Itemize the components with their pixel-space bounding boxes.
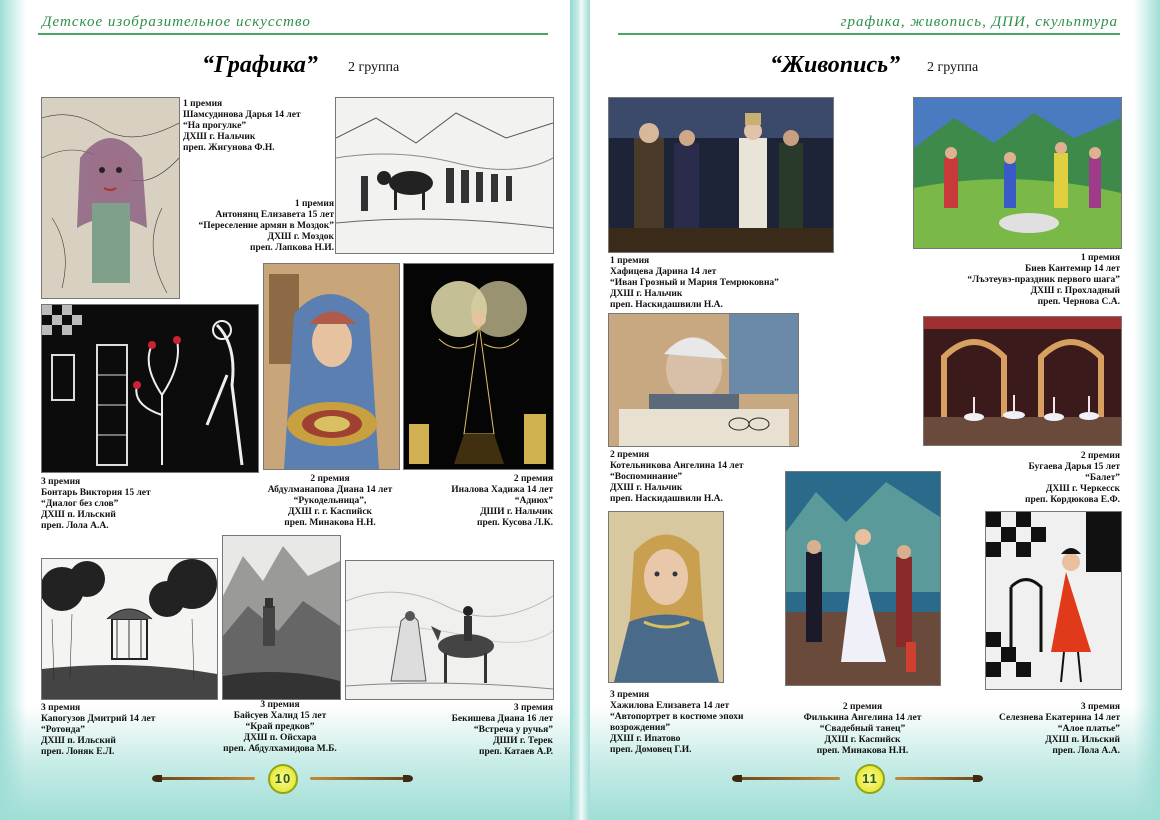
page-number-right: 11 — [855, 764, 885, 794]
artwork-avtoportret — [608, 511, 724, 683]
caption-left-1: 1 премия Шамсудинова Дарья 14 лет “На прогулке” ДХШ г. Нальчик преп. Жигунова Ф.Н. — [183, 99, 301, 153]
group-label-left: 2 группа — [348, 60, 400, 75]
caption-right-5: 3 премия Хажилова Елизавета 14 лет “Автопортрет в костюме эпохи возрождения” ДХШ г. Ипатово преп. Домовец Г.И. — [610, 690, 744, 755]
artwork-svadebny-tanets — [785, 471, 941, 686]
artwork-rukodelnitsa — [263, 263, 400, 470]
brush-ornament-left-1 — [160, 777, 255, 780]
artwork-pereselenie — [335, 97, 554, 254]
group-label-right: 2 группа — [927, 60, 979, 75]
artwork-aloe-plate — [985, 511, 1122, 690]
caption-right-6: 2 премия Филькина Ангелина 14 лет “Свадебный танец” ДХШ г. Каспийск преп. Минакова Н.Н. — [803, 702, 922, 756]
caption-left-5: 2 премия Иналова Хадижа 14 лет “Адиюх” ДШИ г. Нальчик преп. Кусова Л.К. — [451, 474, 553, 528]
caption-left-7: 3 премия Байсуев Халид 15 лет “Край предков” ДХШ п. Ойсхара преп. Абдулхамидова М.Б. — [223, 700, 337, 754]
artwork-letuvae — [913, 97, 1122, 249]
brush-ornament-left-2 — [310, 777, 405, 780]
artwork-balet — [923, 316, 1122, 446]
caption-left-6: 3 премия Капогузов Дмитрий 14 лет “Ротонда” ДХШ п. Ильский преп. Лоняк Е.Л. — [41, 703, 156, 757]
section-title-graphics: “Графика” — [202, 52, 318, 78]
caption-right-2: 1 премия Биев Кантемир 14 лет “Лъэтеувэ-праздник первого шага” ДХШ г. Прохладный преп. Чернова С.А. — [967, 253, 1120, 307]
caption-right-4: 2 премия Бугаева Дарья 15 лет “Балет” ДХШ г. Черкесск преп. Кордюкова Е.Ф. — [1025, 451, 1120, 505]
caption-right-7: 3 премия Селезнева Екатерина 14 лет “Алое платье” ДХШ п. Ильский преп. Лола А.А. — [999, 702, 1120, 756]
caption-left-2: 1 премия Антонянц Елизавета 15 лет “Переселение армян в Моздок” ДХШ г. Моздок преп. Лапкова Н.И. — [198, 199, 334, 253]
artwork-krai-predkov — [222, 535, 341, 700]
page-number-left: 10 — [268, 764, 298, 794]
artwork-vospominanie — [608, 313, 799, 447]
book-spine — [570, 0, 590, 820]
caption-right-1: 1 премия Хафицева Дарина 14 лет “Иван Грозный и Мария Темрюковна” ДХШ г. Нальчик преп. Наскидашвили Н.А. — [610, 256, 779, 310]
brush-ornament-right-1 — [740, 777, 840, 780]
caption-left-3: 3 премия Бонтарь Виктория 15 лет “Диалог без слов” ДХШ п. Ильский преп. Лола А.А. — [41, 477, 151, 531]
brush-ornament-right-2 — [895, 777, 975, 780]
right-header-rule — [618, 33, 1120, 35]
artwork-ivan-grozny — [608, 97, 834, 253]
artwork-rotonda — [41, 558, 218, 700]
left-header: Детское изобразительное искусство — [42, 14, 311, 30]
caption-left-4: 2 премия Абдулманапова Диана 14 лет “Рукодельница”, ДХШ г. г. Каспийск преп. Минакова Н.Н. — [267, 474, 393, 528]
artwork-na-progulke — [41, 97, 180, 299]
caption-left-8: 3 премия Бекишева Диана 16 лет “Встреча у ручья” ДШИ г. Терек преп. Катаев А.Р. — [451, 703, 553, 757]
artwork-adiyukh — [403, 263, 554, 470]
caption-right-3: 2 премия Котельникова Ангелина 14 лет “Воспоминание” ДХШ г. Нальчик преп. Наскидашвили Н.А. — [610, 450, 744, 504]
left-header-rule — [38, 33, 548, 35]
artwork-dialog-bez-slov — [41, 304, 259, 473]
section-title-painting: “Живопись” — [770, 52, 901, 78]
artwork-vstrecha-u-ruchya — [345, 560, 554, 700]
right-header: графика, живопись, ДПИ, скульптура — [840, 14, 1118, 30]
